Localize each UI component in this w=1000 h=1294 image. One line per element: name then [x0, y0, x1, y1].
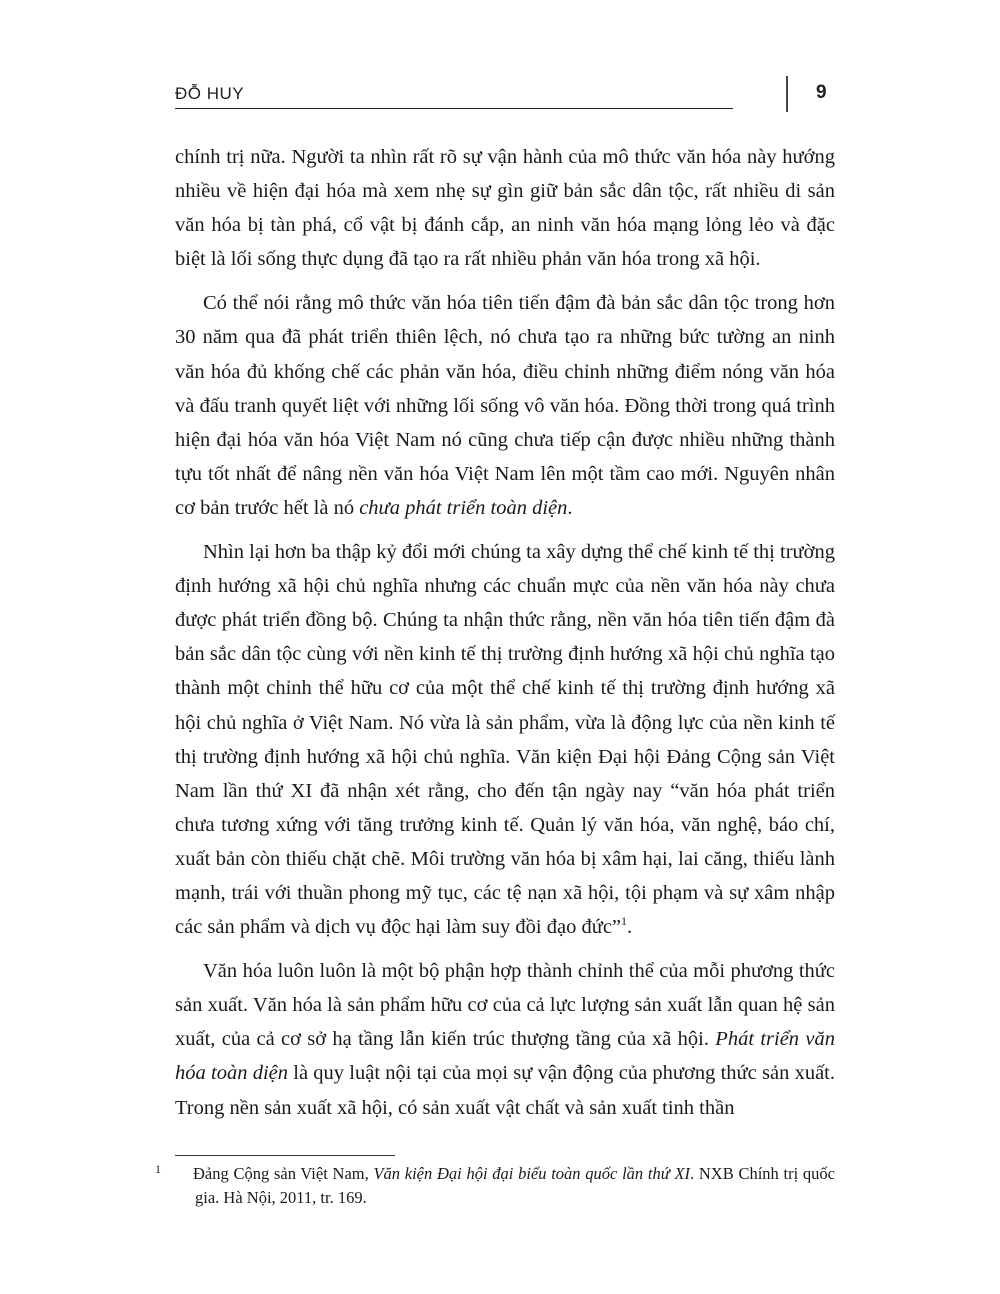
author-name: ĐỖ HUY: [175, 84, 245, 103]
running-header: [175, 84, 733, 109]
page-number: 9: [816, 82, 827, 103]
footnote: 1 Đảng Cộng sản Việt Nam, Văn kiện Đại hội đại biểu toàn quốc lần thứ XI. NXB Chính trị quốc gia. Hà Nội, 2011, tr. 169.: [155, 1161, 835, 1207]
emphasis-text: Phát triển văn hóa toàn diện: [175, 1028, 835, 1085]
emphasis-text: chưa phát triển toàn diện: [359, 496, 568, 519]
footnote-title: Văn kiện Đại hội đại biểu toàn quốc lần thứ XI: [373, 1164, 691, 1183]
header-divider: [786, 76, 788, 112]
paragraph-4: Văn hóa luôn luôn là một bộ phận hợp thành chỉnh thể của mỗi phương thức sản xuất. Văn hóa là sản phẩm hữu cơ của cả lực lượng sản xuất lẫn quan hệ sản xuất, của cả cơ sở hạ tầng lẫn kiến trúc thượng tầng của xã hội. Phát triển văn hóa toàn diện là quy luật nội tại của mọi sự vận động của phương thức sản xuất. Trong nền sản xuất xã hội, có sản xuất vật chất và sản xuất tinh thần: [175, 960, 836, 1119]
paragraph-3: Nhìn lại hơn ba thập kỷ đổi mới chúng ta xây dựng thể chế kinh tế thị trường định hướng xã hội chủ nghĩa nhưng các chuẩn mực của nền văn hóa này chưa được phát triển đồng bộ. Chúng ta nhận thức rằng, nền văn hóa tiên tiến đậm đà bản sắc dân tộc cùng với nền kinh tế thị trường định hướng xã hội chủ nghĩa tạo thành một chỉnh thể hữu cơ của một thể chế kinh tế thị trường định hướng xã hội chủ nghĩa ở Việt Nam. Nó vừa là sản phẩm, vừa là động lực của nền kinh tế thị trường định hướng xã hội chủ nghĩa. Văn kiện Đại hội Đảng Cộng sản Việt Nam lần thứ XI đã nhận xét rằng, cho đến tận ngày nay “văn hóa phát triển chưa tương xứng với tăng trưởng kinh tế. Quản lý văn hóa, văn nghệ, báo chí, xuất bản còn thiếu chặt chẽ. Môi trường văn hóa bị xâm hại, lai căng, thiếu lành mạnh, trái với thuần phong mỹ tục, các tệ nạn xã hội, tội phạm và sự xâm nhập các sản phẩm và dịch vụ độc hại làm suy đồi đạo đức”$^1$.: [175, 541, 835, 939]
body-text: [175, 140, 835, 1135]
paragraph-2: Có thể nói rằng mô thức văn hóa tiên tiến đậm đà bản sắc dân tộc trong hơn 30 năm qua đã phát triển thiên lệch, nó chưa tạo ra những bức tường an ninh văn hóa đủ khống chế các phản văn hóa, điều chỉnh những điểm nóng văn hóa và đấu tranh quyết liệt với những lối sống vô văn hóa. Đồng thời trong quá trình hiện đại hóa văn hóa Việt Nam nó cũng chưa tiếp cận được nhiều những thành tựu tốt nhất để nâng nền văn hóa Việt Nam lên một tầm cao mới. Nguyên nhân cơ bản trước hết là nó chưa phát triển toàn diện.: [175, 292, 835, 519]
footnote-separator: [175, 1155, 395, 1156]
footnote-reference: 1: [621, 914, 628, 929]
paragraph-1: chính trị nữa. Người ta nhìn rất rõ sự vận hành của mô thức văn hóa này hướng nhiều về hiện đại hóa mà xem nhẹ sự gìn giữ bản sắc dân tộc, rất nhiều di sản văn hóa bị tàn phá, cổ vật bị đánh cắp, an ninh văn hóa mạng lỏng lẻo và đặc biệt là lối sống thực dụng đã tạo ra rất nhiều phản văn hóa trong xã hội.: [175, 146, 835, 271]
